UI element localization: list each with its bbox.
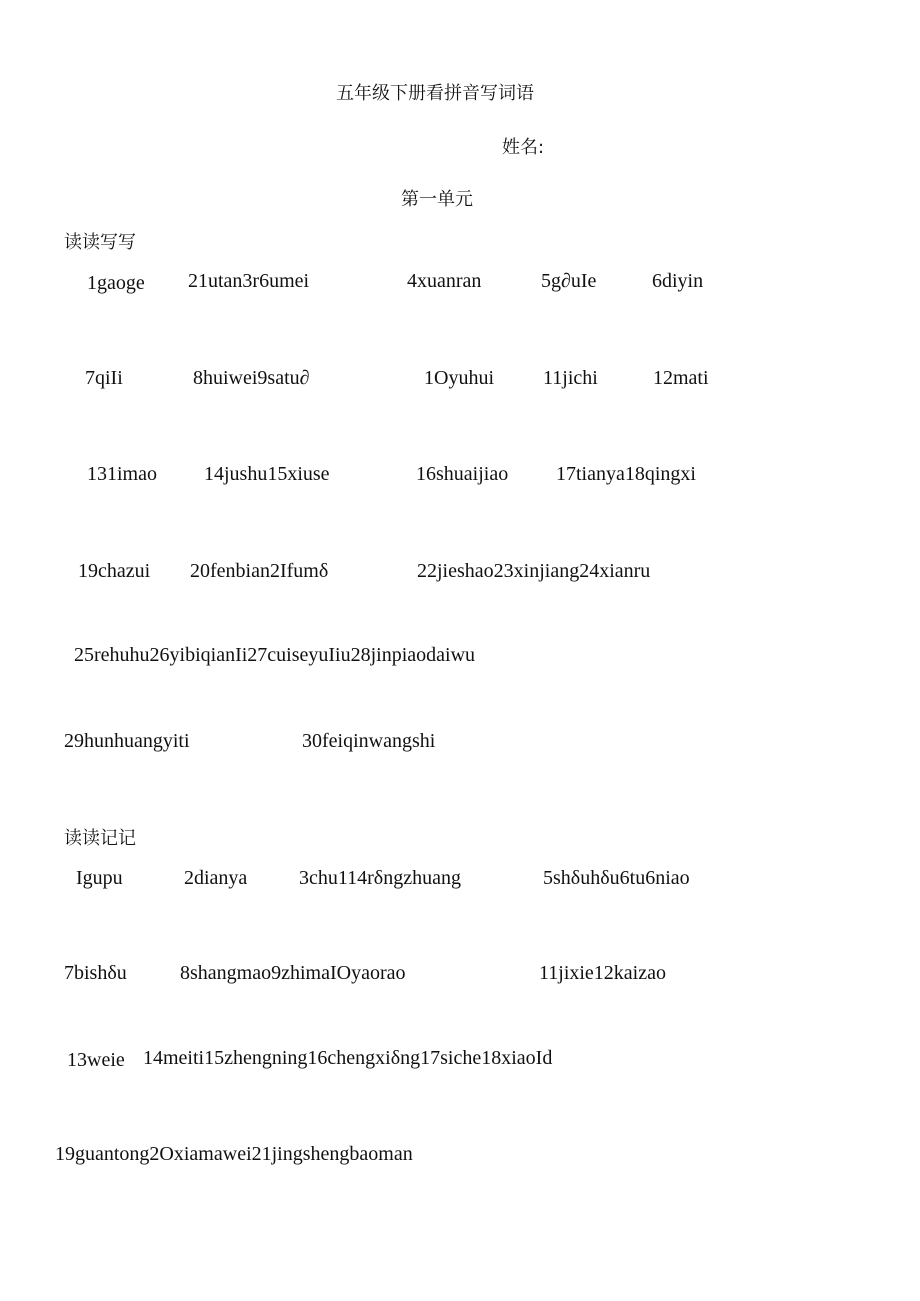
pinyin-item: 4xuanran [407, 270, 482, 292]
pinyin-item: 1Oyuhui [424, 367, 494, 389]
pinyin-item: 25rehuhu26yibiqianIi27cuiseyuIiu28jinpiaodaiwu [74, 644, 476, 666]
pinyin-item: 8shangmao9zhimaIOyaorao [180, 962, 406, 984]
pinyin-item: 14meiti15zhengning16chengxiδng17siche18xiaoId [143, 1047, 553, 1069]
pinyin-item: 22jieshao23xinjiang24xianru [417, 560, 651, 582]
pinyin-item: 19chazui [78, 560, 151, 582]
pinyin-item: 11jixie12kaizao [539, 962, 666, 984]
pinyin-item: 7bishδu [64, 962, 127, 984]
name-label: 姓名: [502, 137, 545, 158]
pinyin-item: 14jushu15xiuse [204, 463, 330, 485]
pinyin-item: 8huiwei9satu∂ [193, 367, 310, 389]
pinyin-item: 29hunhuangyiti [64, 730, 190, 752]
pinyin-item: 2dianya [184, 867, 248, 889]
pinyin-item: 19guantong2Oxiamawei21jingshengbaoman [55, 1143, 413, 1165]
pinyin-item: 5g∂uIe [541, 270, 597, 292]
section-heading-read-write: 读读写写 [64, 232, 136, 253]
page-title: 五年级下册看拼音写词语 [336, 83, 534, 104]
pinyin-item: 6diyin [652, 270, 704, 292]
pinyin-item: 20fenbian2Ifumδ [190, 560, 329, 582]
section-heading-read-remember: 读读记记 [64, 828, 136, 849]
pinyin-item: Igupu [76, 867, 123, 889]
pinyin-item: 1gaoge [87, 272, 145, 294]
pinyin-item: 5shδuhδu6tu6niao [543, 867, 690, 889]
pinyin-item: 131imao [87, 463, 157, 485]
pinyin-item: 30feiqinwangshi [302, 730, 436, 752]
pinyin-item: 21utan3r6umei [188, 270, 310, 292]
pinyin-item: 3chu114rδngzhuang [299, 867, 461, 889]
pinyin-item: 12mati [653, 367, 709, 389]
pinyin-item: 7qiIi [85, 367, 123, 389]
pinyin-item: 13weie [67, 1049, 125, 1071]
pinyin-item: 16shuaijiao [416, 463, 509, 485]
pinyin-item: 11jichi [543, 367, 598, 389]
pinyin-item: 17tianya18qingxi [556, 463, 696, 485]
unit-title: 第一单元 [401, 189, 473, 210]
